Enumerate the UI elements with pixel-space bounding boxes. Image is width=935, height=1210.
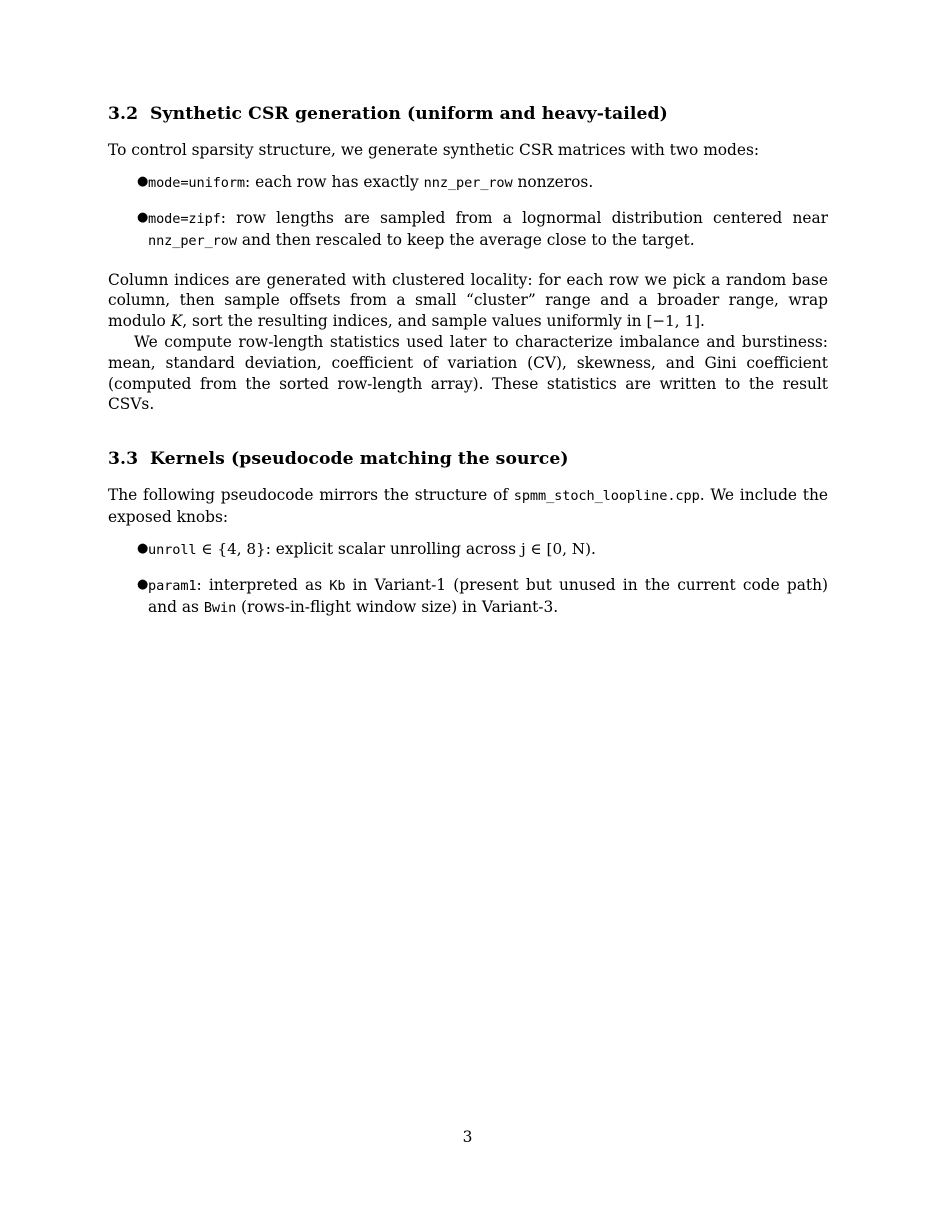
section-title: Kernels (pseudocode matching the source) [150, 449, 569, 470]
code-kb: Kb [329, 578, 346, 595]
section-title: Synthetic CSR generation (uniform and heavy-tailed) [150, 104, 668, 124]
bullet-text-a: : row lengths are sampled from a lognormal distribution centered near [220, 209, 828, 228]
para-part-c: . [700, 312, 705, 331]
list-item [108, 539, 828, 561]
code-param1: param1 [148, 578, 197, 595]
intro-part-a: The following pseudocode mirrors the structure of [108, 485, 514, 504]
bullet-dot-icon: ● [137, 540, 149, 556]
code-nnz-per-row: nnz_per_row [148, 232, 237, 249]
paragraph-intro-3-2: To control sparsity structure, we generate synthetic CSR matrices with two modes: [108, 140, 760, 159]
page-number: 3 [462, 1128, 473, 1146]
bullet-text-a: : explicit scalar unrolling across [265, 540, 521, 559]
section-heading-3-2 [108, 104, 828, 126]
bullet-text-c: (rows-in-flight window size) in Variant-3. [236, 597, 559, 616]
code-source-filename: spmm_stoch_loopline.cpp [513, 487, 700, 504]
math-j-range: j ∈ [0, N) [520, 540, 592, 559]
bullet-dot-icon: ● [137, 209, 149, 225]
intro-part-b: . We include the exposed knobs: [108, 485, 828, 526]
bullet-text-b: in Variant-1 (present but unused in the current code path) and as [148, 576, 828, 616]
list-item [108, 208, 828, 252]
code-nnz-per-row: nnz_per_row [423, 175, 513, 192]
bullet-list-knobs [108, 539, 828, 618]
code-mode-zipf: mode=zipf [148, 211, 221, 228]
section-number: 3.2 [108, 104, 139, 124]
paragraph-intro-3-3 [108, 485, 828, 528]
bullet-text-b: nonzeros. [512, 173, 594, 192]
para-part-b: , sort the resulting indices, and sample values uniformly in [182, 312, 647, 331]
bullet-text-a: : each row has exactly [245, 173, 424, 192]
bullet-text-a: : interpreted as [196, 576, 330, 595]
math-interval-minus-one-one: [−1, 1] [646, 312, 701, 331]
bullet-list-modes [108, 172, 828, 251]
bullet-text-b: . [591, 540, 596, 559]
section-heading-3-3 [108, 449, 828, 471]
code-mode-uniform: mode=uniform [148, 175, 246, 192]
bullet-text-b: and then rescaled to keep the average close to the target. [236, 230, 695, 249]
code-bwin: Bwin [203, 599, 237, 616]
math-symbol-k: K [170, 312, 183, 331]
bullet-dot-icon: ● [137, 173, 149, 189]
paragraph-column-indices [108, 270, 828, 332]
section-number: 3.3 [108, 449, 139, 470]
bullet-dot-icon: ● [137, 576, 149, 592]
math-unroll-set: ∈ {4, 8} [196, 540, 266, 559]
list-item [108, 172, 828, 194]
list-item [108, 575, 828, 619]
code-unroll: unroll [148, 542, 197, 559]
para-part-a: Column indices are generated with clustered locality: for each row we pick a random base column, then sample offsets from a small “cluster” range and a broader range, wrap modulo [108, 270, 828, 331]
paragraph-row-length-stats: We compute row-length statistics used later to characterize imbalance and burstiness: mean, standard deviation, coefficient of variation (CV), skewness, and Gini coefficient (computed from the sorted row-length array). These statistics are written to the result CSVs. [108, 333, 828, 414]
page-content [108, 104, 828, 619]
